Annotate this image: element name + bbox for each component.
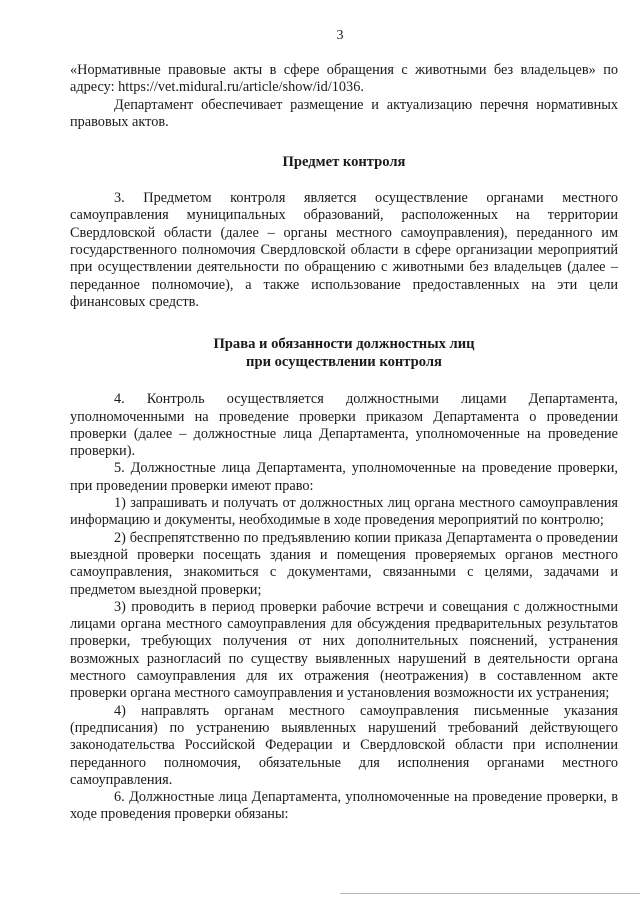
intro-paragraph-1: «Нормативные правовые акты в сфере обращения с животными без владельцев» по адресу: https://vet.midural.ru/article/show/id/1036. xyxy=(70,62,618,96)
intro-paragraph-2: Департамент обеспечивает размещение и актуализацию перечня нормативных правовых актов. xyxy=(70,96,618,130)
list-item-2: 2) беспрепятственно по предъявлению копии приказа Департамента о проведении выездной проверки посещать здания и помещения проверяемых органов местного самоуправления, знакомиться с документами, связанными с целями, задачами и предметом выездной проверки; xyxy=(70,529,618,598)
page-number: 3 xyxy=(336,28,344,43)
section-title-rights xyxy=(70,335,618,371)
paragraph-4: 4. Контроль осуществляется должностными лицами Департамента, уполномоченными на проведение проверки приказом Департамента о проведении проверки (далее – должностные лица Департамента, уполномоченные на проведение проверки). xyxy=(70,391,618,460)
document-body xyxy=(70,62,618,824)
section-title-rights-line-1: Права и обязанности должностных лиц xyxy=(213,336,475,353)
paragraph-3: 3. Предметом контроля является осуществление органами местного самоуправления муниципальных образований, расположенных на территории Свердловской области (далее – органы местного самоуправления), переданного им государственного полномочия Свердловской области в сфере организации мероприятий при осуществлении деятельности по обращению с животными без владельцев (далее – переданное полномочие), а также использование предоставленных на эти цели финансовых средств. xyxy=(70,190,618,310)
list-item-4: 4) направлять органам местного самоуправления письменные указания (предписания) по устранению выявленных нарушений требований действующего законодательства Российской Федерации и Свердловской области при исполнении переданного полномочия, обязательные для исполнения органами местного самоуправления. xyxy=(70,702,618,788)
scan-edge-line xyxy=(340,893,640,894)
paragraph-5: 5. Должностные лица Департамента, уполномоченные на проведение проверки, при проведении проверки имеют право: xyxy=(70,460,618,494)
list-item-3: 3) проводить в период проверки рабочие встречи и совещания с должностными лицами органа местного самоуправления для обсуждения предварительных результатов проверки, требующих получения от них дополнительных пояснений, устранения возможных разногласий по существу выявленных нарушений в деятельности органа местного самоуправления для их отражения (неотражения) в составленном акте проверки органа местного самоуправления и установления возможности их устранения; xyxy=(70,598,618,702)
paragraph-6: 6. Должностные лица Департамента, уполномоченные на проведение проверки, в ходе проведения проверки обязаны: xyxy=(70,789,618,823)
section-title-subject: Предмет контроля xyxy=(282,154,406,171)
section-title-rights-line-2: при осуществлении контроля xyxy=(246,354,442,371)
list-item-1: 1) запрашивать и получать от должностных лиц органа местного самоуправления информацию и документы, необходимые в ходе проведения мероприятий по контролю; xyxy=(70,495,618,529)
